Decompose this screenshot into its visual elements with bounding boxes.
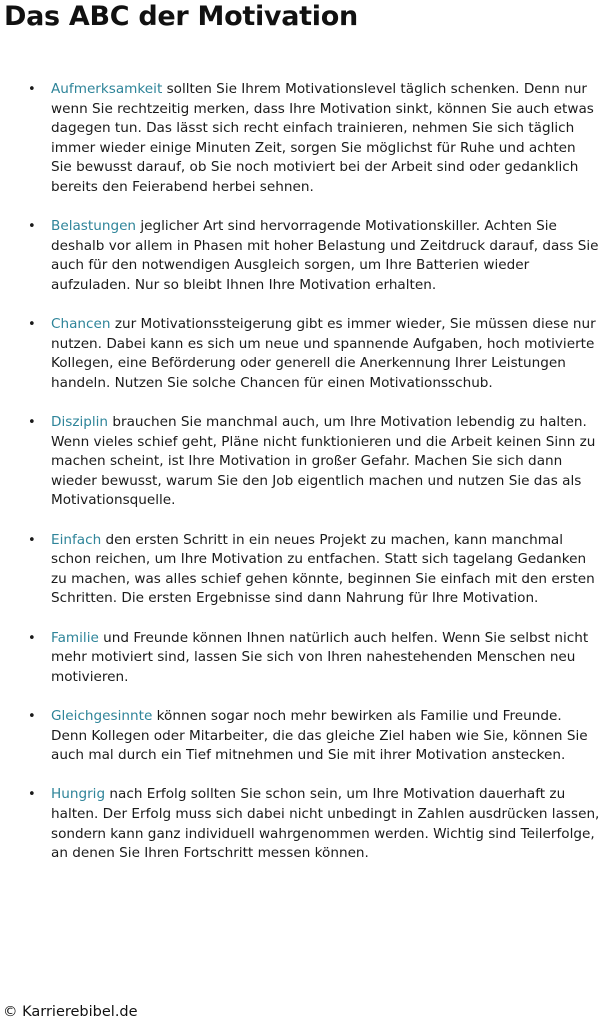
page-title: Das ABC der Motivation: [4, 1, 358, 32]
list-item: [28, 785, 600, 863]
item-keyword: Disziplin: [51, 414, 109, 431]
item-text: und Freunde können Ihnen natürlich auch helfen. Wenn Sie selbst nicht mehr motiviert sind, lassen Sie sich von Ihren nahestehenden Menschen neu motivieren.: [51, 629, 589, 685]
list-item: [28, 315, 600, 393]
abc-list: [28, 80, 600, 883]
item-text: sollten Sie Ihrem Motivationslevel täglich schenken. Denn nur wenn Sie rechtzeitig merken, dass Ihre Motivation sinkt, können Sie auch etwas dagegen tun. Das lässt sich recht einfach trainieren, nehmen Sie sich täglich immer wieder einige Minuten Zeit, sorgen Sie möglichst für Ruhe und achten Sie bewusst darauf, ob Sie noch motiviert bei der Arbeit sind oder gedanklich bereits den Feierabend herbei sehnen.: [51, 81, 594, 195]
item-keyword: Chancen: [51, 316, 111, 333]
item-keyword: Hungrig: [51, 786, 106, 803]
item-text: brauchen Sie manchmal auch, um Ihre Motivation lebendig zu halten. Wenn vieles schief geht, Pläne nicht funktionieren und die Arbeit keinen Sinn zu machen scheint, ist Ihre Motivation in großer Gefahr. Machen Sie sich dann wieder bewusst, warum Sie den Job eigentlich machen und nutzen Sie das als Motivationsquelle.: [51, 414, 596, 509]
list-item: [28, 707, 600, 766]
bullet: •: [28, 630, 36, 646]
list-item: [28, 80, 600, 198]
item-keyword: Familie: [51, 629, 99, 646]
list-item: [28, 531, 600, 609]
bullet: •: [28, 709, 36, 724]
item-keyword: Belastungen: [51, 218, 137, 235]
bullet: •: [28, 219, 36, 235]
item-text: zur Motivationssteigerung gibt es immer wieder, Sie müssen diese nur nutzen. Dabei kann es sich um neue und spannende Aufgaben, hoch motivierte Kollegen, eine Beförderung oder generell die Anerkennung Ihrer Leistungen handeln. Nutzen Sie solche Chancen für einen Motivationsschub.: [51, 316, 596, 391]
bullet: •: [28, 317, 36, 333]
item-keyword: Gleichgesinnte: [51, 708, 153, 724]
item-text: den ersten Schritt in ein neues Projekt zu machen, kann manchmal schon reichen, um Ihre Motivation zu entfachen. Statt sich tagelang Gedanken zu machen, was alles schief gehen könnte, beginnen Sie einfach mit den ersten Schritten. Die ersten Ergebnisse sind dann Nahrung für Ihre Motivation.: [51, 531, 595, 607]
list-item: [28, 629, 600, 688]
item-text: können sogar noch mehr bewirken als Familie und Freunde. Denn Kollegen oder Mitarbeiter, die das gleiche Ziel haben wie Sie, können Sie auch mal durch ein Tief mitnehmen und Sie mit ihrer Motivation anstecken.: [51, 708, 588, 764]
bullet: •: [28, 532, 36, 548]
bullet: •: [28, 787, 36, 803]
bullet: •: [28, 415, 36, 431]
item-keyword: Einfach: [51, 531, 102, 548]
list-item: [28, 413, 600, 511]
item-text: jeglicher Art sind hervorragende Motivationskiller. Achten Sie deshalb vor allem in Phasen mit hoher Belastung und Zeitdruck darauf, dass Sie auch für den notwendigen Ausgleich sorgen, um Ihre Batterien wieder aufzuladen. Nur so bleibt Ihnen Ihre Motivation erhalten.: [51, 218, 599, 293]
list-item: [28, 217, 600, 295]
item-text: nach Erfolg sollten Sie schon sein, um Ihre Motivation dauerhaft zu halten. Der Erfolg muss sich dabei nicht unbedingt in Zahlen ausdrücken lassen, sondern kann ganz individuell wahrgenommen werden. Wichtig sind Teilerfolge, an denen Sie Ihren Fortschritt messen können.: [51, 786, 600, 862]
item-keyword: Aufmerksamkeit: [51, 81, 163, 97]
bullet: •: [28, 82, 36, 97]
copyright-footer: © Karrierebibel.de: [3, 1004, 138, 1020]
